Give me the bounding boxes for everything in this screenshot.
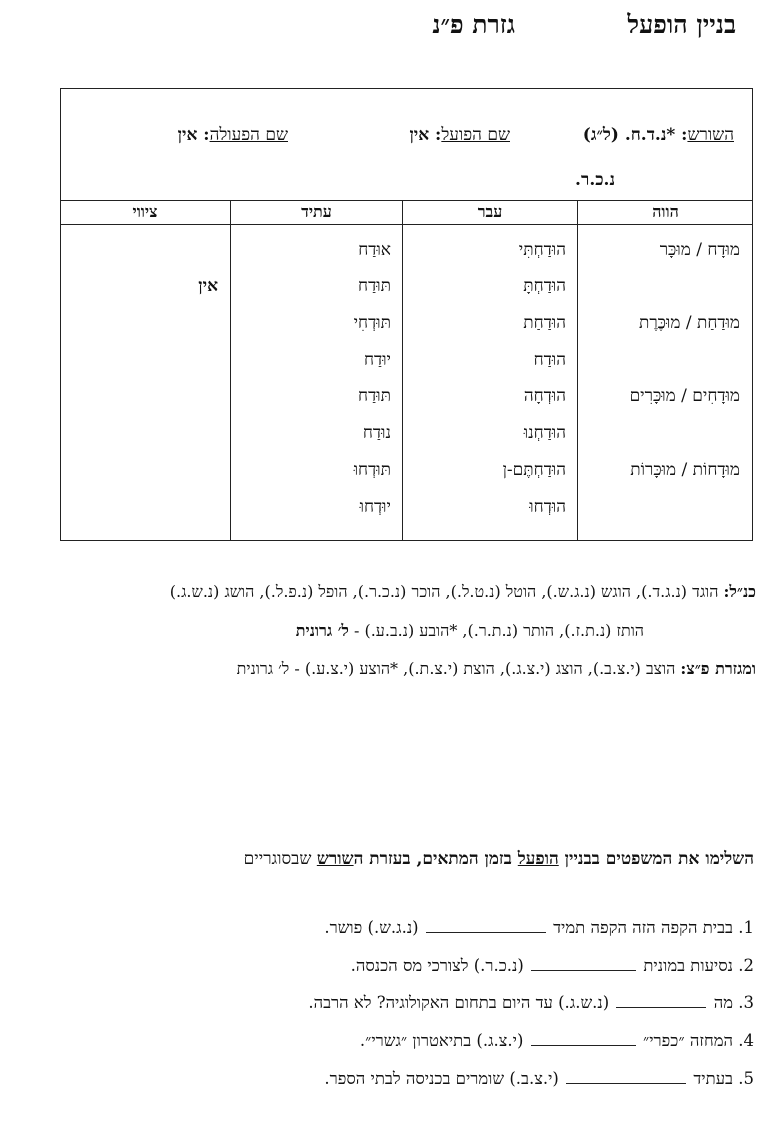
future-form: תּוּדְחִי — [353, 313, 391, 333]
exercise-instructions — [244, 849, 754, 869]
future-form: אוּדַח — [358, 240, 391, 260]
agent-noun-label: שם הפועל — [441, 125, 510, 145]
exercise-number: 2. — [738, 956, 754, 975]
instructions-text: שבסוגריים — [243, 849, 317, 869]
future-form: תּוּדְחוּ — [353, 460, 391, 480]
future-form: יוּדַח — [363, 350, 391, 370]
action-noun-line — [178, 125, 288, 145]
instructions-binyan: הופעל — [517, 849, 559, 869]
root-value-2: נ.כ.ר. — [575, 170, 615, 190]
present-form: מוּדָחוֹת / מוּכָּרוֹת — [630, 460, 740, 480]
present-form: מוּדַחַת / מוּכֶּרֶת — [638, 313, 740, 333]
agent-noun-value: : אין — [409, 125, 442, 145]
column-header-past: עבר — [477, 202, 503, 221]
past-form: הוּדְחוּ — [529, 497, 566, 517]
exercise-number: 1. — [738, 918, 754, 937]
exercise-number: 4. — [738, 1031, 754, 1050]
pe-tzadi-text: הוצב (י.צ.ב.), הוצג (י.צ.ג.), הוצת (י.צ.ת.), *הוצע (י.צ.ע.) - ל׳ גרונית — [236, 659, 681, 678]
column-divider — [230, 200, 231, 541]
answer-blank[interactable] — [426, 918, 546, 933]
exercise-text: (נ.ש.ג.) עד היום בתחום האקולוגיה? לא הרבה. — [308, 993, 610, 1012]
page-title: בניין הופעל — [627, 10, 736, 39]
past-form: הוּדַח — [533, 350, 566, 370]
exercise-item — [308, 993, 754, 1013]
root-line — [583, 125, 734, 145]
past-form: הוּדַחְתָּ — [523, 276, 566, 296]
instructions-root: שורש — [316, 849, 354, 869]
instructions-text: בזמן המתאים, בעזרת ה — [353, 849, 518, 869]
past-form: הוּדַחְנוּ — [523, 423, 566, 443]
exercise-text: מה — [713, 993, 733, 1012]
imperative-form: אין — [198, 276, 218, 296]
future-form: נוּדַח — [362, 423, 391, 443]
exercise-item — [351, 956, 754, 976]
present-form: מוּדָח / מוּכָּר — [659, 240, 740, 260]
exercise-number: 5. — [738, 1069, 754, 1088]
pe-tzadi-line — [237, 659, 756, 679]
pe-tzadi-label: ומגזרת פ״צ: — [680, 659, 756, 678]
agent-noun-line — [409, 125, 510, 145]
similar-verbs-label: כנ״ל: — [723, 582, 756, 601]
past-form: הוּדַחַת — [523, 313, 566, 333]
column-divider — [577, 200, 578, 541]
answer-blank[interactable] — [566, 1069, 686, 1084]
header-divider — [60, 224, 753, 225]
exercise-text: (י.צ.ג.) בתיאטרון ״גשרי״. — [359, 1031, 524, 1050]
similar-verbs-line — [170, 582, 756, 602]
exercise-text: בבית הקפה הזה הקפה תמיד — [553, 918, 733, 937]
page-subtitle: גזרת פ״נ — [432, 10, 515, 39]
instructions-text: השלימו את המשפטים בבניין — [558, 849, 754, 869]
action-noun-label: שם הפעולה — [209, 125, 288, 145]
answer-blank[interactable] — [531, 956, 636, 971]
present-form: מוּדָחִים / מוּכָּרִים — [629, 386, 740, 406]
column-divider — [402, 200, 403, 541]
past-form: הוּדַחְתֶּם-ן — [502, 460, 566, 480]
exercise-text: נסיעות במונית — [643, 956, 733, 975]
exercise-text: (נ.כ.ר.) לצורכי מס הכנסה. — [350, 956, 524, 975]
future-form: יוּדְחוּ — [359, 497, 391, 517]
root-value: : *נ.ד.ח. (ל״ג) — [582, 125, 688, 145]
answer-blank[interactable] — [616, 993, 706, 1008]
past-form: הוּדְחָה — [523, 386, 566, 406]
exercise-text: (י.צ.ב.) שומרים בכניסה לבתי הספר. — [324, 1069, 559, 1088]
answer-blank[interactable] — [531, 1031, 636, 1046]
similar-verbs-line-2 — [296, 621, 644, 641]
column-header-present: הווה — [652, 202, 679, 221]
exercise-text: בעתיד — [693, 1069, 733, 1088]
exercise-item — [324, 918, 754, 938]
exercise-item — [324, 1069, 754, 1089]
future-form: תּוּדַח — [358, 276, 391, 296]
exercise-text: (נ.ג.ש.) פושר. — [324, 918, 419, 937]
column-header-imperative: ציווי — [132, 202, 158, 221]
exercise-item — [360, 1031, 754, 1051]
exercise-text: המחזה ״כפרי״ — [642, 1031, 733, 1050]
similar-verbs-text-2: הותז (נ.ת.ז.), הותר (נ.ת.ר.), *הובע (נ.ב.ע.) - — [348, 621, 644, 640]
past-form: הוּדַחְתִּי — [518, 240, 566, 260]
column-header-future: עתיד — [301, 202, 332, 221]
exercise-number: 3. — [738, 993, 754, 1012]
action-noun-value: : אין — [177, 125, 210, 145]
guttural-note: ל׳ גרונית — [295, 621, 349, 640]
future-form: תּוּדַח — [358, 386, 391, 406]
similar-verbs-text: הוגד (נ.ג.ד.), הוגש (נ.ג.ש.), הוטל (נ.ט.ל.), הוכר (נ.כ.ר.), הופל (נ.פ.ל.), הושג (נ.ש.ג.) — [169, 582, 724, 601]
root-label: השורש — [687, 125, 734, 145]
table-divider — [60, 200, 753, 201]
